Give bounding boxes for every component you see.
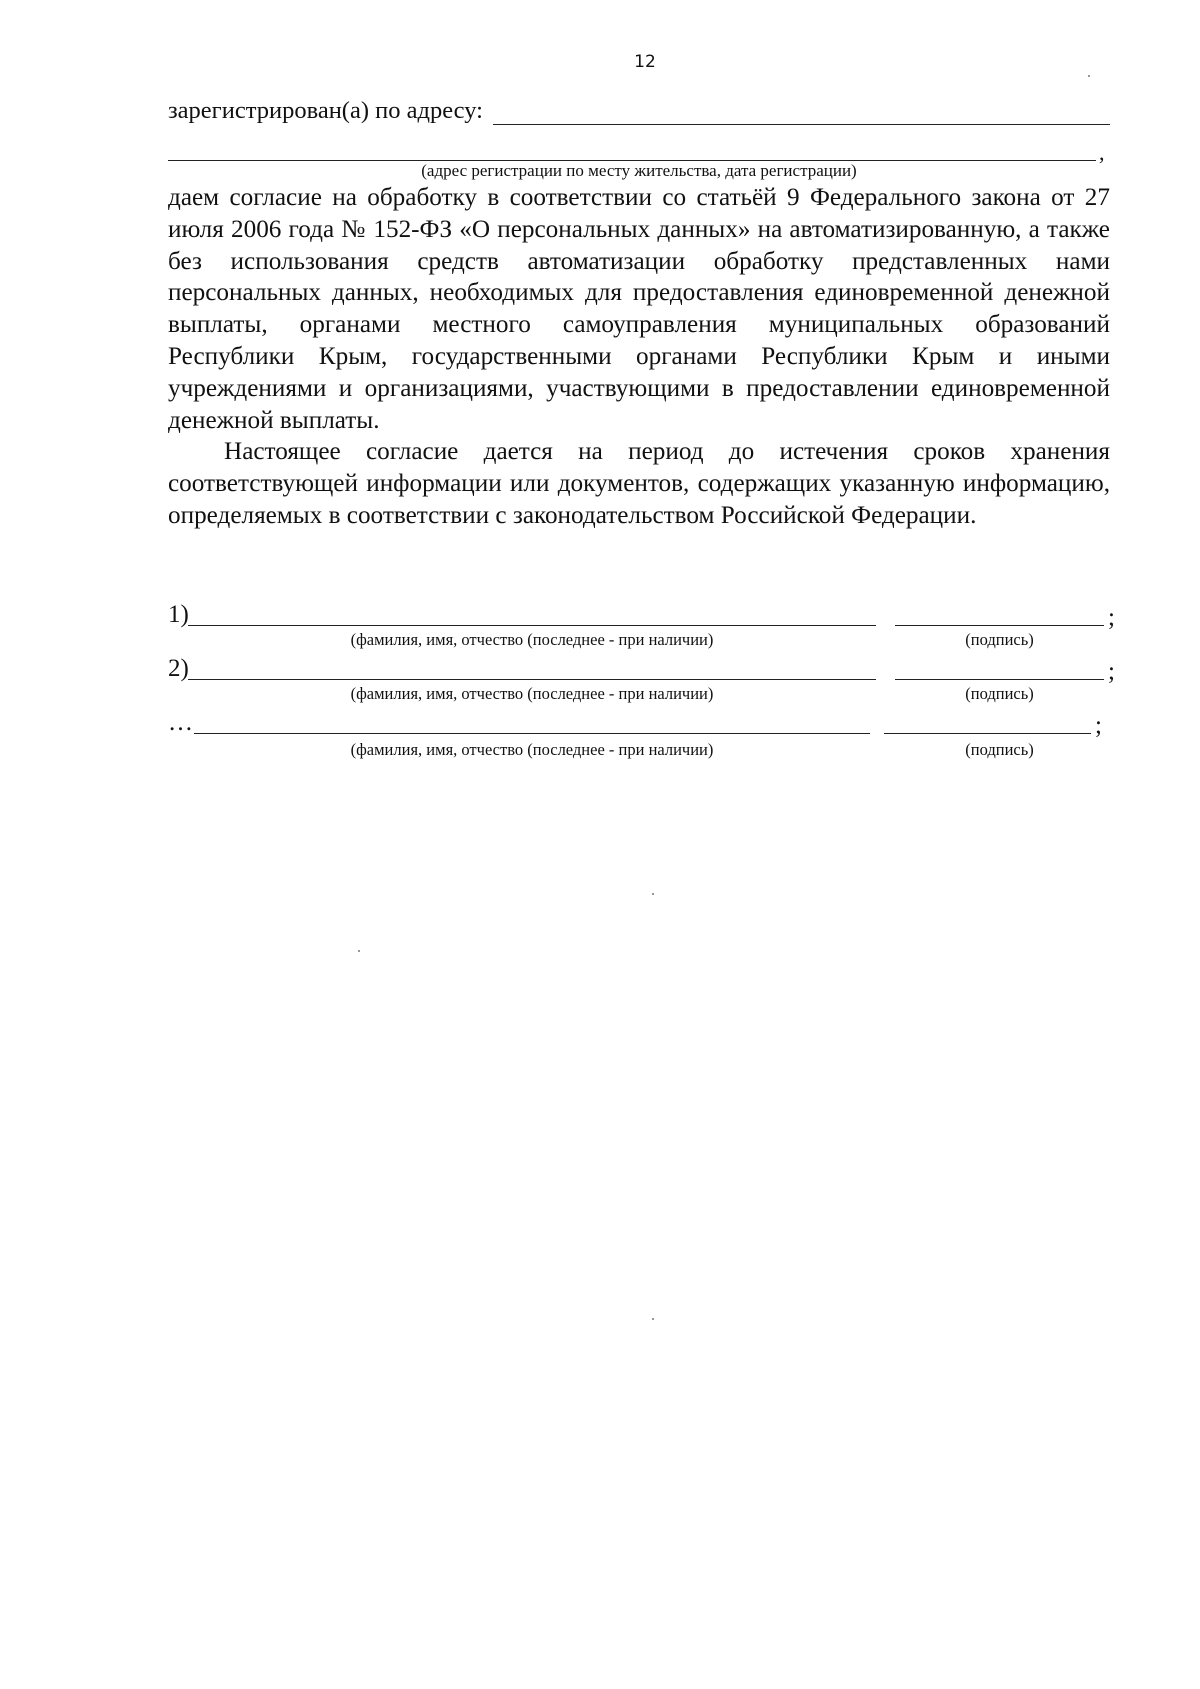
signature-row-2 [168,654,1118,684]
signature-row-end: ; [1108,604,1115,631]
registration-address-row [168,97,1110,125]
signature-row-number: 2) [168,655,189,682]
consent-period-paragraph: Настоящее согласие дается на период до истечения сроков хранения соответствующей информации или документов, содержащих указанную информацию, определяемых в соответствии с законодательством Российской Федерации. [168,438,1110,529]
full-name-field[interactable] [188,679,876,680]
full-name-caption: (фамилия, имя, отчество (последнее - при наличии) [350,630,714,649]
full-name-field[interactable] [194,733,870,734]
consent-body [168,182,1110,532]
signature-field[interactable] [884,733,1091,734]
signature-row-1 [168,600,1118,630]
signature-row-end: ; [1095,712,1102,739]
registration-address-label: зарегистрирован(а) по адресу: [168,97,483,124]
page-number: 12 [634,52,656,72]
scan-speck [1088,75,1090,77]
signature-row-3 [168,708,1118,738]
registration-address-caption: (адрес регистрации по месту жительства, дата регистрации) [421,161,857,180]
registration-address-comma: , [1099,140,1105,165]
signature-row-number: 1) [168,601,189,628]
scan-speck [358,950,360,952]
signature-field[interactable] [895,679,1104,680]
scan-speck [652,1318,654,1320]
full-name-field[interactable] [188,625,876,626]
consent-paragraph: даем согласие на обработку в соответствии со статьёй 9 Федерального закона от 27 июля 2006 года № 152-ФЗ «О персональных данных» на автоматизированную, а также без использования средств автоматизации обработку представленных нами персональных данных, необходимых для предоставления единовременной денежной выплаты, органами местного самоуправления муниципальных образований Республики Крым, государственными органами Республики Крым и иными учреждениями и организациями, участвующими в предоставлении единовременной денежной выплаты. [168,184,1110,434]
registration-address-field-line-1[interactable] [493,100,1110,125]
signature-row-end: ; [1108,658,1115,685]
full-name-caption: (фамилия, имя, отчество (последнее - при наличии) [350,740,714,759]
full-name-caption: (фамилия, имя, отчество (последнее - при наличии) [350,684,714,703]
signature-caption: (подпись) [965,684,1034,703]
signature-caption: (подпись) [965,740,1034,759]
signature-field[interactable] [895,625,1104,626]
registration-address-field-line-2[interactable] [168,142,1096,161]
signature-row-number: … [168,709,193,736]
signature-caption: (подпись) [965,630,1034,649]
scan-speck [652,893,654,895]
